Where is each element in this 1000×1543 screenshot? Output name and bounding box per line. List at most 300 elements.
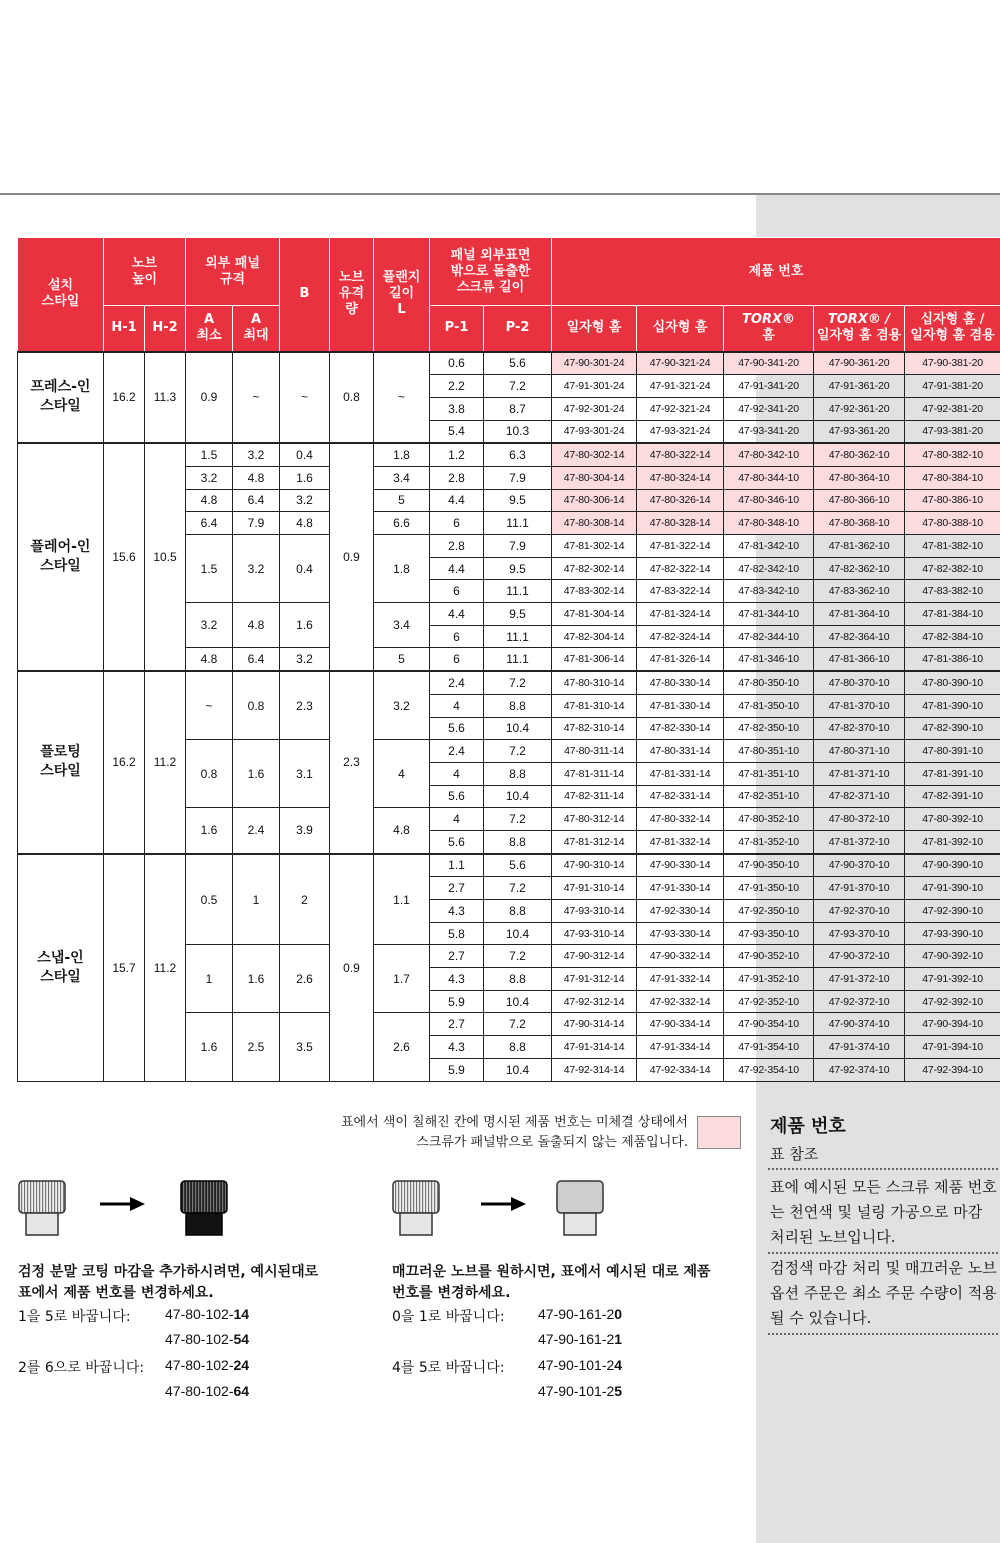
- part-number-cell: 47-82-390-10: [905, 717, 1000, 740]
- hdr-part-number: 제품 번호: [552, 238, 1000, 306]
- part-number-cell: 47-82-371-10: [814, 785, 905, 808]
- part-number-cell: 47-80-306-14: [552, 489, 637, 512]
- spec-table: [17, 237, 1000, 1082]
- amin-cell: 1.5: [186, 443, 233, 466]
- smooth-knob-heading: 매끄러운 노브를 원하시면, 표에서 예시된 대로 제품 번호를 변경하세요.: [392, 1264, 711, 1301]
- flange-cell: 3.2: [374, 671, 430, 740]
- b-cell: 3.9: [280, 808, 330, 854]
- p2-cell: 9.5: [484, 489, 552, 512]
- part-number-cell: 47-80-350-10: [724, 671, 814, 694]
- part-number-cell: 47-90-321-24: [637, 352, 724, 375]
- part-number-cell: 47-92-314-14: [552, 1058, 637, 1081]
- part-number-cell: 47-81-342-10: [724, 535, 814, 558]
- part-number-cell: 47-80-372-10: [814, 808, 905, 831]
- part-number-cell: 47-80-344-10: [724, 466, 814, 489]
- torx-combo-brand: TORX® /: [827, 312, 891, 328]
- amin-cell: 1.6: [186, 808, 233, 854]
- amax-cell: 6.4: [233, 648, 280, 671]
- part-number-cell: 47-80-352-10: [724, 808, 814, 831]
- part-number-cell: 47-81-330-14: [637, 694, 724, 717]
- part-number-cell: 47-80-332-14: [637, 808, 724, 831]
- arrow-right-icon: [100, 1196, 146, 1212]
- part-number-cell: 47-80-342-10: [724, 443, 814, 466]
- p1-cell: 2.4: [430, 671, 484, 694]
- part-number-cell: 47-90-350-10: [724, 854, 814, 877]
- hdr-phillips: 십자형 홈: [637, 306, 724, 352]
- p2-cell: 7.2: [484, 671, 552, 694]
- part-number-cell: 47-90-332-14: [637, 945, 724, 968]
- part-number-cell: 47-92-312-14: [552, 990, 637, 1013]
- part-number-cell: 47-90-392-10: [905, 945, 1000, 968]
- p2-cell: 10.3: [484, 420, 552, 443]
- amax-cell: 4.8: [233, 603, 280, 648]
- part-number-cell: 47-93-321-24: [637, 420, 724, 443]
- torx-slot-label: 홈: [762, 328, 775, 344]
- p1-cell: 2.8: [430, 535, 484, 558]
- hdr-phillips-combo: 십자형 홈 / 일자형 홈 겸용: [905, 306, 1000, 352]
- smooth-example-1a: 47-90-161-20: [538, 1306, 623, 1322]
- part-number-cell: 47-81-331-14: [637, 762, 724, 785]
- p1-cell: 4.3: [430, 900, 484, 923]
- p2-cell: 7.2: [484, 740, 552, 763]
- sidebar-subtitle: 표 참조: [770, 1145, 819, 1163]
- knob-play-cell: 0.9: [330, 443, 374, 671]
- p1-cell: 2.7: [430, 945, 484, 968]
- part-number-cell: 47-81-344-10: [724, 603, 814, 626]
- hdr-b: B: [280, 238, 330, 352]
- part-number-cell: 47-93-350-10: [724, 922, 814, 945]
- p2-cell: 9.5: [484, 557, 552, 580]
- hdr-slot: 일자형 홈: [552, 306, 637, 352]
- b-cell: 1.6: [280, 466, 330, 489]
- part-number-cell: 47-82-364-10: [814, 625, 905, 648]
- part-number-cell: 47-90-374-10: [814, 1013, 905, 1036]
- p1-cell: 4.3: [430, 1036, 484, 1059]
- b-cell: 2.3: [280, 671, 330, 740]
- p1-cell: 5.6: [430, 717, 484, 740]
- flange-cell: 5: [374, 489, 430, 512]
- part-number-cell: 47-92-321-24: [637, 397, 724, 420]
- part-number-cell: 47-82-350-10: [724, 717, 814, 740]
- part-number-cell: 47-93-330-14: [637, 922, 724, 945]
- part-number-cell: 47-93-341-20: [724, 420, 814, 443]
- install-style-cell: 플로팅 스타일: [18, 671, 104, 854]
- part-number-cell: 47-93-310-14: [552, 900, 637, 923]
- style-group: [18, 352, 1000, 444]
- part-number-cell: 47-92-394-10: [905, 1058, 1000, 1081]
- part-number-cell: 47-91-381-20: [905, 375, 1000, 398]
- part-number-cell: 47-91-361-20: [814, 375, 905, 398]
- style-group: [18, 671, 1000, 854]
- p2-cell: 8.8: [484, 968, 552, 991]
- amax-cell: 1.6: [233, 740, 280, 808]
- h2-cell: 11.2: [145, 854, 186, 1081]
- part-number-cell: 47-80-324-14: [637, 466, 724, 489]
- part-number-cell: 47-90-390-10: [905, 854, 1000, 877]
- part-number-cell: 47-83-342-10: [724, 580, 814, 603]
- part-number-cell: 47-92-350-10: [724, 900, 814, 923]
- p2-cell: 11.1: [484, 625, 552, 648]
- b-cell: 3.1: [280, 740, 330, 808]
- part-number-cell: 47-90-354-10: [724, 1013, 814, 1036]
- part-number-cell: 47-81-372-10: [814, 830, 905, 853]
- install-style-cell: 스냅-인 스타일: [18, 854, 104, 1081]
- part-number-cell: 47-80-330-14: [637, 671, 724, 694]
- p1-cell: 2.7: [430, 1013, 484, 1036]
- amax-cell: 2.5: [233, 1013, 280, 1081]
- p1-cell: 1.1: [430, 854, 484, 877]
- p2-cell: 11.1: [484, 580, 552, 603]
- part-number-cell: 47-80-370-10: [814, 671, 905, 694]
- part-number-cell: 47-80-308-14: [552, 512, 637, 535]
- p1-cell: 5.8: [430, 922, 484, 945]
- part-number-cell: 47-90-341-20: [724, 352, 814, 375]
- spec-table-wrap: [17, 237, 1000, 1082]
- p1-cell: 4.4: [430, 603, 484, 626]
- p1-cell: 6: [430, 625, 484, 648]
- part-number-cell: 47-81-310-14: [552, 694, 637, 717]
- b-cell: 3.2: [280, 489, 330, 512]
- p1-cell: 5.6: [430, 830, 484, 853]
- torx-combo-label: 일자형 홈 겸용: [816, 328, 902, 344]
- black-coating-heading: 검정 분말 코팅 마감을 추가하시려면, 예시된대로 표에서 제품 번호를 변경하세요.: [18, 1264, 319, 1301]
- part-number-cell: 47-91-354-10: [724, 1036, 814, 1059]
- part-number-cell: 47-92-354-10: [724, 1058, 814, 1081]
- p1-cell: 3.8: [430, 397, 484, 420]
- b-cell: 2.6: [280, 945, 330, 1013]
- part-number-cell: 47-80-391-10: [905, 740, 1000, 763]
- part-number-cell: 47-80-386-10: [905, 489, 1000, 512]
- amin-cell: 1.5: [186, 535, 233, 603]
- hdr-knob-play: 노브 유격 량: [330, 238, 374, 352]
- install-style-cell: 프레스-인 스타일: [18, 352, 104, 444]
- p2-cell: 11.1: [484, 648, 552, 671]
- part-number-cell: 47-90-310-14: [552, 854, 637, 877]
- amax-cell: 1.6: [233, 945, 280, 1013]
- sidebar-title: 제품 번호: [770, 1116, 846, 1137]
- part-number-cell: 47-81-362-10: [814, 535, 905, 558]
- b-cell: 3.5: [280, 1013, 330, 1081]
- part-number-cell: 47-81-364-10: [814, 603, 905, 626]
- part-number-cell: 47-93-301-24: [552, 420, 637, 443]
- part-number-cell: 47-80-322-14: [637, 443, 724, 466]
- p1-cell: 4.3: [430, 968, 484, 991]
- part-number-cell: 47-82-370-10: [814, 717, 905, 740]
- part-number-cell: 47-91-312-14: [552, 968, 637, 991]
- part-number-cell: 47-91-301-24: [552, 375, 637, 398]
- hdr-torx: [724, 306, 814, 352]
- hdr-p1: P-1: [430, 306, 484, 352]
- part-number-cell: 47-80-312-14: [552, 808, 637, 831]
- part-number-cell: 47-92-332-14: [637, 990, 724, 1013]
- part-number-cell: 47-81-306-14: [552, 648, 637, 671]
- amin-cell: 3.2: [186, 603, 233, 648]
- part-number-cell: 47-91-370-10: [814, 877, 905, 900]
- part-number-cell: 47-92-341-20: [724, 397, 814, 420]
- knurled-knob-icon: [18, 1180, 66, 1240]
- p2-cell: 7.2: [484, 808, 552, 831]
- p1-cell: 6: [430, 648, 484, 671]
- part-number-cell: 47-82-382-10: [905, 557, 1000, 580]
- p2-cell: 10.4: [484, 990, 552, 1013]
- part-number-cell: 47-90-370-10: [814, 854, 905, 877]
- part-number-cell: 47-81-352-10: [724, 830, 814, 853]
- part-number-cell: 47-80-351-10: [724, 740, 814, 763]
- part-number-cell: 47-90-312-14: [552, 945, 637, 968]
- p1-cell: 4: [430, 808, 484, 831]
- p1-cell: 4.4: [430, 557, 484, 580]
- part-number-cell: 47-93-370-10: [814, 922, 905, 945]
- part-number-cell: 47-83-382-10: [905, 580, 1000, 603]
- part-number-cell: 47-93-381-20: [905, 420, 1000, 443]
- p2-cell: 11.1: [484, 512, 552, 535]
- part-number-cell: 47-81-392-10: [905, 830, 1000, 853]
- p1-cell: 6: [430, 512, 484, 535]
- part-number-cell: 47-81-384-10: [905, 603, 1000, 626]
- smooth-knob-icon: [556, 1180, 604, 1240]
- p1-cell: 5.9: [430, 1058, 484, 1081]
- part-number-cell: 47-81-386-10: [905, 648, 1000, 671]
- flange-cell: 1.7: [374, 945, 430, 1013]
- part-number-cell: 47-81-326-14: [637, 648, 724, 671]
- sidebar-paragraph-1: 표에 예시된 모든 스크류 제품 번호는 천연색 및 널링 가공으로 마감 처리된 노브입니다.: [770, 1178, 997, 1246]
- part-number-cell: 47-82-304-14: [552, 625, 637, 648]
- part-number-cell: 47-91-321-24: [637, 375, 724, 398]
- flange-cell: 3.4: [374, 603, 430, 648]
- b-cell: 1.6: [280, 603, 330, 648]
- part-number-cell: 47-80-304-14: [552, 466, 637, 489]
- part-number-cell: 47-81-322-14: [637, 535, 724, 558]
- amin-cell: 6.4: [186, 512, 233, 535]
- flange-cell: 1.8: [374, 443, 430, 466]
- hdr-h2: H-2: [145, 306, 186, 352]
- part-number-cell: 47-80-382-10: [905, 443, 1000, 466]
- amin-cell: 0.5: [186, 854, 233, 945]
- style-group: [18, 854, 1000, 1081]
- p2-cell: 8.8: [484, 900, 552, 923]
- amax-cell: 3.2: [233, 535, 280, 603]
- amin-cell: 0.8: [186, 740, 233, 808]
- part-number-cell: 47-82-331-14: [637, 785, 724, 808]
- part-number-cell: 47-81-350-10: [724, 694, 814, 717]
- part-number-cell: 47-91-310-14: [552, 877, 637, 900]
- h2-cell: 11.3: [145, 352, 186, 444]
- table-row: [18, 352, 1000, 375]
- part-number-cell: 47-91-352-10: [724, 968, 814, 991]
- part-number-cell: 47-80-390-10: [905, 671, 1000, 694]
- smooth-example-2b: 47-90-101-25: [538, 1383, 623, 1399]
- part-number-cell: 47-81-391-10: [905, 762, 1000, 785]
- b-cell: 0.4: [280, 535, 330, 603]
- legend-swatch: [697, 1116, 741, 1149]
- amin-cell: 1: [186, 945, 233, 1013]
- p2-cell: 9.5: [484, 603, 552, 626]
- p2-cell: 8.8: [484, 1036, 552, 1059]
- p1-cell: 2.8: [430, 466, 484, 489]
- p1-cell: 6: [430, 580, 484, 603]
- p2-cell: 8.8: [484, 762, 552, 785]
- amax-cell: 0.8: [233, 671, 280, 740]
- amax-cell: ~: [233, 352, 280, 444]
- knob-play-cell: 2.3: [330, 671, 374, 854]
- h2-cell: 11.2: [145, 671, 186, 854]
- amin-cell: 3.2: [186, 466, 233, 489]
- part-number-cell: 47-80-311-14: [552, 740, 637, 763]
- black-rule-1: 1을 5로 바꿉니다:: [18, 1309, 131, 1325]
- part-number-cell: 47-80-364-10: [814, 466, 905, 489]
- hdr-knob-height: 노브 높이: [104, 238, 186, 306]
- part-number-cell: 47-82-342-10: [724, 557, 814, 580]
- smooth-rule-2: 4를 5로 바꿉니다:: [392, 1360, 505, 1376]
- table-row: [18, 854, 1000, 877]
- amax-cell: 7.9: [233, 512, 280, 535]
- amax-cell: 3.2: [233, 443, 280, 466]
- p2-cell: 8.8: [484, 830, 552, 853]
- p1-cell: 5.6: [430, 785, 484, 808]
- part-number-cell: 47-80-371-10: [814, 740, 905, 763]
- part-number-cell: 47-92-372-10: [814, 990, 905, 1013]
- part-number-cell: 47-81-324-14: [637, 603, 724, 626]
- p1-cell: 4: [430, 762, 484, 785]
- amax-cell: 1: [233, 854, 280, 945]
- hdr-a-min: A 최소: [186, 306, 233, 352]
- part-number-cell: 47-92-370-10: [814, 900, 905, 923]
- amin-cell: 0.9: [186, 352, 233, 444]
- part-number-cell: 47-82-330-14: [637, 717, 724, 740]
- p2-cell: 5.6: [484, 352, 552, 375]
- p1-cell: 0.6: [430, 352, 484, 375]
- p2-cell: 7.2: [484, 877, 552, 900]
- part-number-cell: 47-81-304-14: [552, 603, 637, 626]
- part-number-cell: 47-80-331-14: [637, 740, 724, 763]
- part-number-cell: 47-91-392-10: [905, 968, 1000, 991]
- part-number-cell: 47-91-341-20: [724, 375, 814, 398]
- part-number-cell: 47-92-374-10: [814, 1058, 905, 1081]
- part-number-cell: 47-82-351-10: [724, 785, 814, 808]
- part-number-cell: 47-81-390-10: [905, 694, 1000, 717]
- p2-cell: 7.9: [484, 535, 552, 558]
- amax-cell: 4.8: [233, 466, 280, 489]
- divider: [768, 1168, 998, 1170]
- part-number-cell: 47-91-374-10: [814, 1036, 905, 1059]
- part-number-cell: 47-81-382-10: [905, 535, 1000, 558]
- flange-cell: ~: [374, 352, 430, 444]
- smooth-example-1b: 47-90-161-21: [538, 1331, 623, 1347]
- p2-cell: 7.2: [484, 375, 552, 398]
- part-number-cell: 47-80-346-10: [724, 489, 814, 512]
- h1-cell: 15.6: [104, 443, 145, 671]
- b-cell: 3.2: [280, 648, 330, 671]
- hdr-p2: P-2: [484, 306, 552, 352]
- p2-cell: 10.4: [484, 785, 552, 808]
- sidebar-paragraph-2: 검정색 마감 처리 및 매끄러운 노브 옵션 주문은 최소 주문 수량이 적용될 수 있습니다.: [770, 1259, 997, 1327]
- part-number-cell: 47-93-310-14: [552, 922, 637, 945]
- p1-cell: 5.4: [430, 420, 484, 443]
- part-number-cell: 47-91-330-14: [637, 877, 724, 900]
- p1-cell: 1.2: [430, 443, 484, 466]
- part-number-cell: 47-80-366-10: [814, 489, 905, 512]
- black-example-2b: 47-80-102-64: [165, 1383, 250, 1399]
- hdr-install-style: 설치 스타일: [18, 238, 104, 352]
- part-number-cell: 47-91-390-10: [905, 877, 1000, 900]
- p1-cell: 2.4: [430, 740, 484, 763]
- hdr-protrusion: 패널 외부표면 밖으로 돌출한 스크류 길이: [430, 238, 552, 306]
- part-number-cell: 47-81-332-14: [637, 830, 724, 853]
- part-number-cell: 47-90-361-20: [814, 352, 905, 375]
- part-number-cell: 47-92-301-24: [552, 397, 637, 420]
- p2-cell: 8.7: [484, 397, 552, 420]
- p2-cell: 10.4: [484, 922, 552, 945]
- install-style-cell: 플레어-인 스타일: [18, 443, 104, 671]
- h1-cell: 15.7: [104, 854, 145, 1081]
- part-number-cell: 47-82-391-10: [905, 785, 1000, 808]
- part-number-cell: 47-90-301-24: [552, 352, 637, 375]
- part-number-cell: 47-81-371-10: [814, 762, 905, 785]
- part-number-cell: 47-93-361-20: [814, 420, 905, 443]
- torx-brand: TORX®: [742, 312, 795, 328]
- part-number-cell: 47-91-332-14: [637, 968, 724, 991]
- part-number-cell: 47-81-311-14: [552, 762, 637, 785]
- part-number-cell: 47-82-322-14: [637, 557, 724, 580]
- part-number-cell: 47-81-346-10: [724, 648, 814, 671]
- part-number-cell: 47-93-390-10: [905, 922, 1000, 945]
- legend-text: 표에서 색이 칠해진 칸에 명시된 제품 번호는 미체결 상태에서 스크류가 패널밖으로 돌출되지 않는 제품입니다.: [340, 1115, 688, 1150]
- part-number-cell: 47-91-334-14: [637, 1036, 724, 1059]
- p1-cell: 5.9: [430, 990, 484, 1013]
- part-number-cell: 47-80-302-14: [552, 443, 637, 466]
- part-number-cell: 47-82-324-14: [637, 625, 724, 648]
- b-cell: ~: [280, 352, 330, 444]
- part-number-cell: 47-92-330-14: [637, 900, 724, 923]
- part-number-cell: 47-80-384-10: [905, 466, 1000, 489]
- black-example-2a: 47-80-102-24: [165, 1357, 250, 1373]
- part-number-cell: 47-80-388-10: [905, 512, 1000, 535]
- b-cell: 0.4: [280, 443, 330, 466]
- part-number-cell: 47-80-310-14: [552, 671, 637, 694]
- part-number-cell: 47-90-314-14: [552, 1013, 637, 1036]
- flange-cell: 1.1: [374, 854, 430, 945]
- part-number-cell: 47-80-362-10: [814, 443, 905, 466]
- part-number-cell: 47-82-302-14: [552, 557, 637, 580]
- smooth-rule-1: 0을 1로 바꿉니다:: [392, 1309, 505, 1325]
- part-number-cell: 47-90-334-14: [637, 1013, 724, 1036]
- h2-cell: 10.5: [145, 443, 186, 671]
- black-rule-2: 2를 6으로 바꿉니다:: [18, 1360, 145, 1376]
- hdr-torx-combo: [814, 306, 905, 352]
- amax-cell: 6.4: [233, 489, 280, 512]
- style-group: [18, 443, 1000, 671]
- p2-cell: 7.9: [484, 466, 552, 489]
- b-cell: 4.8: [280, 512, 330, 535]
- p2-cell: 7.2: [484, 1013, 552, 1036]
- p2-cell: 8.8: [484, 694, 552, 717]
- flange-cell: 4.8: [374, 808, 430, 854]
- part-number-cell: 47-82-311-14: [552, 785, 637, 808]
- arrow-right-icon: [481, 1196, 527, 1212]
- part-number-cell: 47-80-368-10: [814, 512, 905, 535]
- part-number-cell: 47-90-330-14: [637, 854, 724, 877]
- flange-cell: 5: [374, 648, 430, 671]
- part-number-cell: 47-82-310-14: [552, 717, 637, 740]
- part-number-cell: 47-81-370-10: [814, 694, 905, 717]
- part-number-cell: 47-92-392-10: [905, 990, 1000, 1013]
- amin-cell: 4.8: [186, 648, 233, 671]
- flange-cell: 3.4: [374, 466, 430, 489]
- black-knob-icon: [180, 1180, 228, 1240]
- part-number-cell: 47-92-390-10: [905, 900, 1000, 923]
- part-number-cell: 47-92-352-10: [724, 990, 814, 1013]
- part-number-cell: 47-90-372-10: [814, 945, 905, 968]
